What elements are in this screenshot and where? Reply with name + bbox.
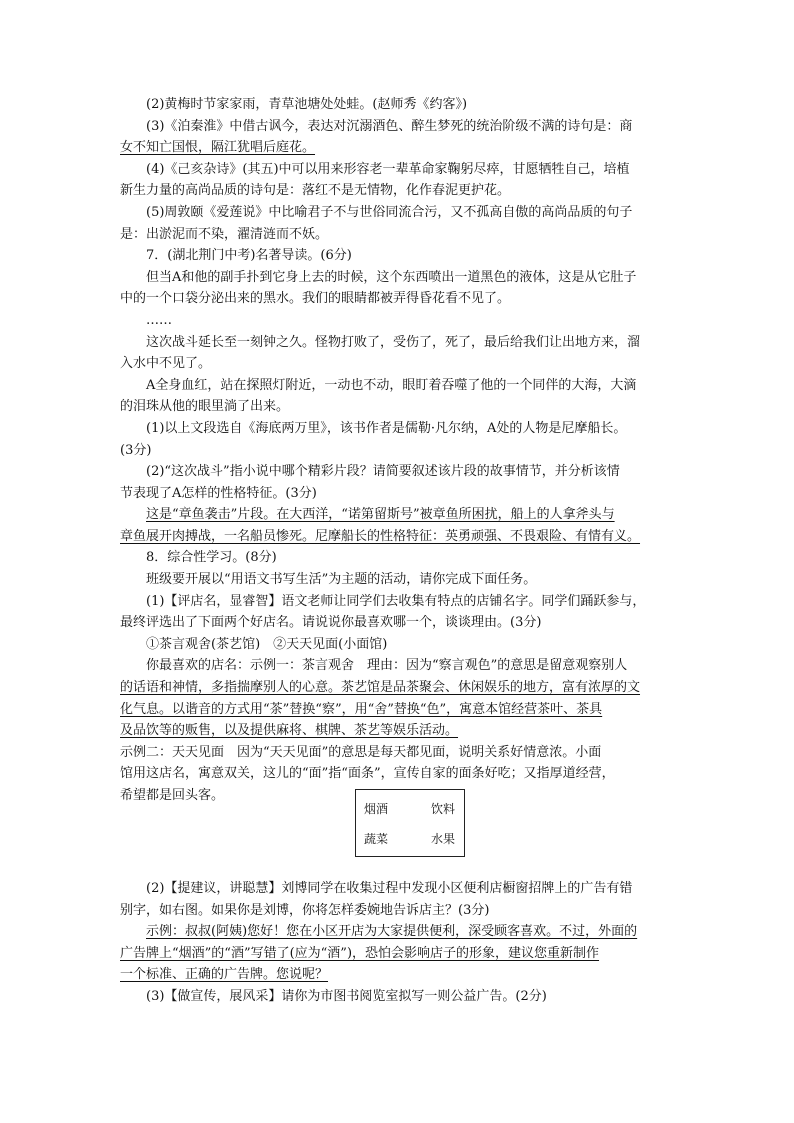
q8-example-2-line3: 希望都是回头客。: [120, 788, 225, 803]
poem-item-5-line1: (5)周敦颐《爱莲说》中比喻君子不与世俗同流合污，又不孤高自傲的高尚品质的句子: [146, 204, 633, 220]
q7-sub-1: (1)以上文段选自《海底两万里》，该书作者是儒勒·凡尔纳，A处的人物是尼摩船长。: [146, 420, 627, 436]
worksheet-lower: [120, 878, 676, 1008]
q7-answer-2-cont: 章鱼展开肉搏战，一名船员惨死。尼摩船长的性格特征：英勇顽强、不畏艰险、有情有义。: [120, 528, 641, 544]
sign-text-bottom-left: 蔬菜: [364, 832, 389, 846]
excerpt-paragraph-1: 但当A和他的副手扑到它身上去的时候，这个东西喷出一道黑色的液体，这是从它肚子: [146, 269, 637, 285]
q8-intro: 班级要开展以“用语文书写生活”为主题的活动，请你完成下面任务。: [146, 572, 537, 588]
poem-item-5-answer: 是：出淤泥而不染，濯清涟而不妖。: [120, 226, 329, 242]
q8-answer-2-line1: 示例：叔叔(阿姨)您好！您在小区开店为大家提供便利，深受顾客喜欢。不过，外面的: [146, 924, 638, 940]
q8-answer-2-line2: 广告牌上“烟酒”的“酒”写错了(应为“酒”)，恐怕会影响店子的形象，建议您重新制作: [120, 945, 600, 961]
q8-sub-2-cont: 别字，如右图。如果你是刘博，你将怎样委婉地告诉店主？(3分): [120, 902, 490, 918]
excerpt-paragraph-2-cont: 入水中不见了。: [120, 356, 212, 372]
poem-item-3-line1: (3)《泊秦淮》中借古讽今，表达对沉溺酒色、醉生梦死的统治阶级不满的诗句是：商: [146, 118, 633, 134]
shop-sign-figure: [355, 789, 465, 857]
q8-sub-2: (2)【提建议，讲聪慧】刘博同学在收集过程中发现小区便利店橱窗招牌上的广告有错: [146, 881, 633, 896]
question-7-heading: 7．(湖北荆门中考)名著导读。(6分): [146, 248, 352, 264]
q8-answer-1-line2: 的话语和神情，多指揣摩别人的心意。茶艺馆是品茶聚会、休闲娱乐的地方，富有浓厚的文: [120, 680, 641, 696]
poem-item-3-answer: 女不知亡国恨，隔江犹唱后庭花。: [120, 140, 316, 156]
excerpt-ellipsis: ……: [146, 312, 172, 328]
q8-sub-1-cont: 最终评选出了下面两个好店名。请说说你最喜欢哪一个，谈谈理由。(3分): [120, 615, 542, 631]
poem-item-4-line1: (4)《己亥杂诗》(其五)中可以用来形容老一辈革命家鞠躬尽瘁，甘愿牺牲自己，培植: [146, 161, 630, 177]
q8-example-2-line2: 馆用这店名，寓意双关，这儿的“面”指“面条”，宣传自家的面条好吃；又指厚道经营，: [120, 766, 615, 782]
worksheet-upper: [120, 94, 676, 807]
q8-answer-2-line3: 一个标准、正确的广告牌。您说呢？: [120, 967, 329, 983]
q8-example-2-line1: 示例二：天天见面 因为“天天见面”的意思是每天都见面，说明关系好情意浓。小面: [120, 744, 602, 760]
question-8-heading: 8．综合性学习。(8分): [146, 550, 277, 566]
shop-name-options: ①茶言观舍(茶艺馆) ②天天见面(小面馆): [146, 636, 388, 652]
q8-answer-1-line3: 化气息。以谐音的方式用“茶”替换“察”，用“舍”替换“色”，寓意本馆经营茶叶、茶具: [120, 701, 603, 717]
q7-sub-2-cont: 节表现了A怎样的性格特征。(3分): [120, 485, 317, 501]
excerpt-paragraph-3-cont: 的泪珠从他的眼里淌了出来。: [120, 399, 290, 415]
poem-item-2: (2)黄梅时节家家雨，青草池塘处处蛙。(赵师秀《约客》): [146, 97, 468, 112]
excerpt-paragraph-1-cont: 中的一个口袋分泌出来的黑水。我们的眼睛都被弄得昏花看不见了。: [120, 291, 511, 307]
sign-text-top-right: 饮料: [431, 802, 456, 816]
q8-sub-1: (1)【评店名，显睿智】语文老师让同学们去收集有特点的店铺名字。同学们踊跃参与，: [146, 593, 646, 609]
sign-text-top-left: 烟酒: [364, 802, 389, 816]
q8-answer-1-line1: 你最喜欢的店名：示例一：茶言观舍 理由：因为“察言观色”的意思是留意观察别人: [146, 658, 628, 674]
q8-answer-1-line4: 及品饮等的贩售，以及提供麻将、棋牌、茶艺等娱乐活动。: [120, 723, 459, 739]
sign-text-bottom-right: 水果: [431, 832, 456, 846]
q7-answer-2: 这是“章鱼袭击”片段。在大西洋，“诺第留斯号”被章鱼所困扰，船上的人拿斧头与: [146, 507, 615, 523]
poem-item-4-answer: 新生力量的高尚品质的诗句是：落红不是无情物，化作春泥更护花。: [120, 183, 511, 199]
q7-sub-2: (2)“这次战斗”指小说中哪个精彩片段？请简要叙述该片段的故事情节，并分析该情: [146, 464, 620, 480]
q7-sub-1-score: (3分): [120, 442, 152, 458]
excerpt-paragraph-2: 这次战斗延长至一刻钟之久。怪物打败了，受伤了，死了，最后给我们让出地方来，溜: [146, 334, 641, 350]
excerpt-paragraph-3: A全身血红，站在探照灯附近，一动也不动，眼盯着吞噬了他的一个同伴的大海，大滴: [146, 377, 637, 393]
q8-sub-3: (3)【做宣传，展风采】请你为市图书阅览室拟写一则公益广告。(2分): [146, 988, 547, 1004]
